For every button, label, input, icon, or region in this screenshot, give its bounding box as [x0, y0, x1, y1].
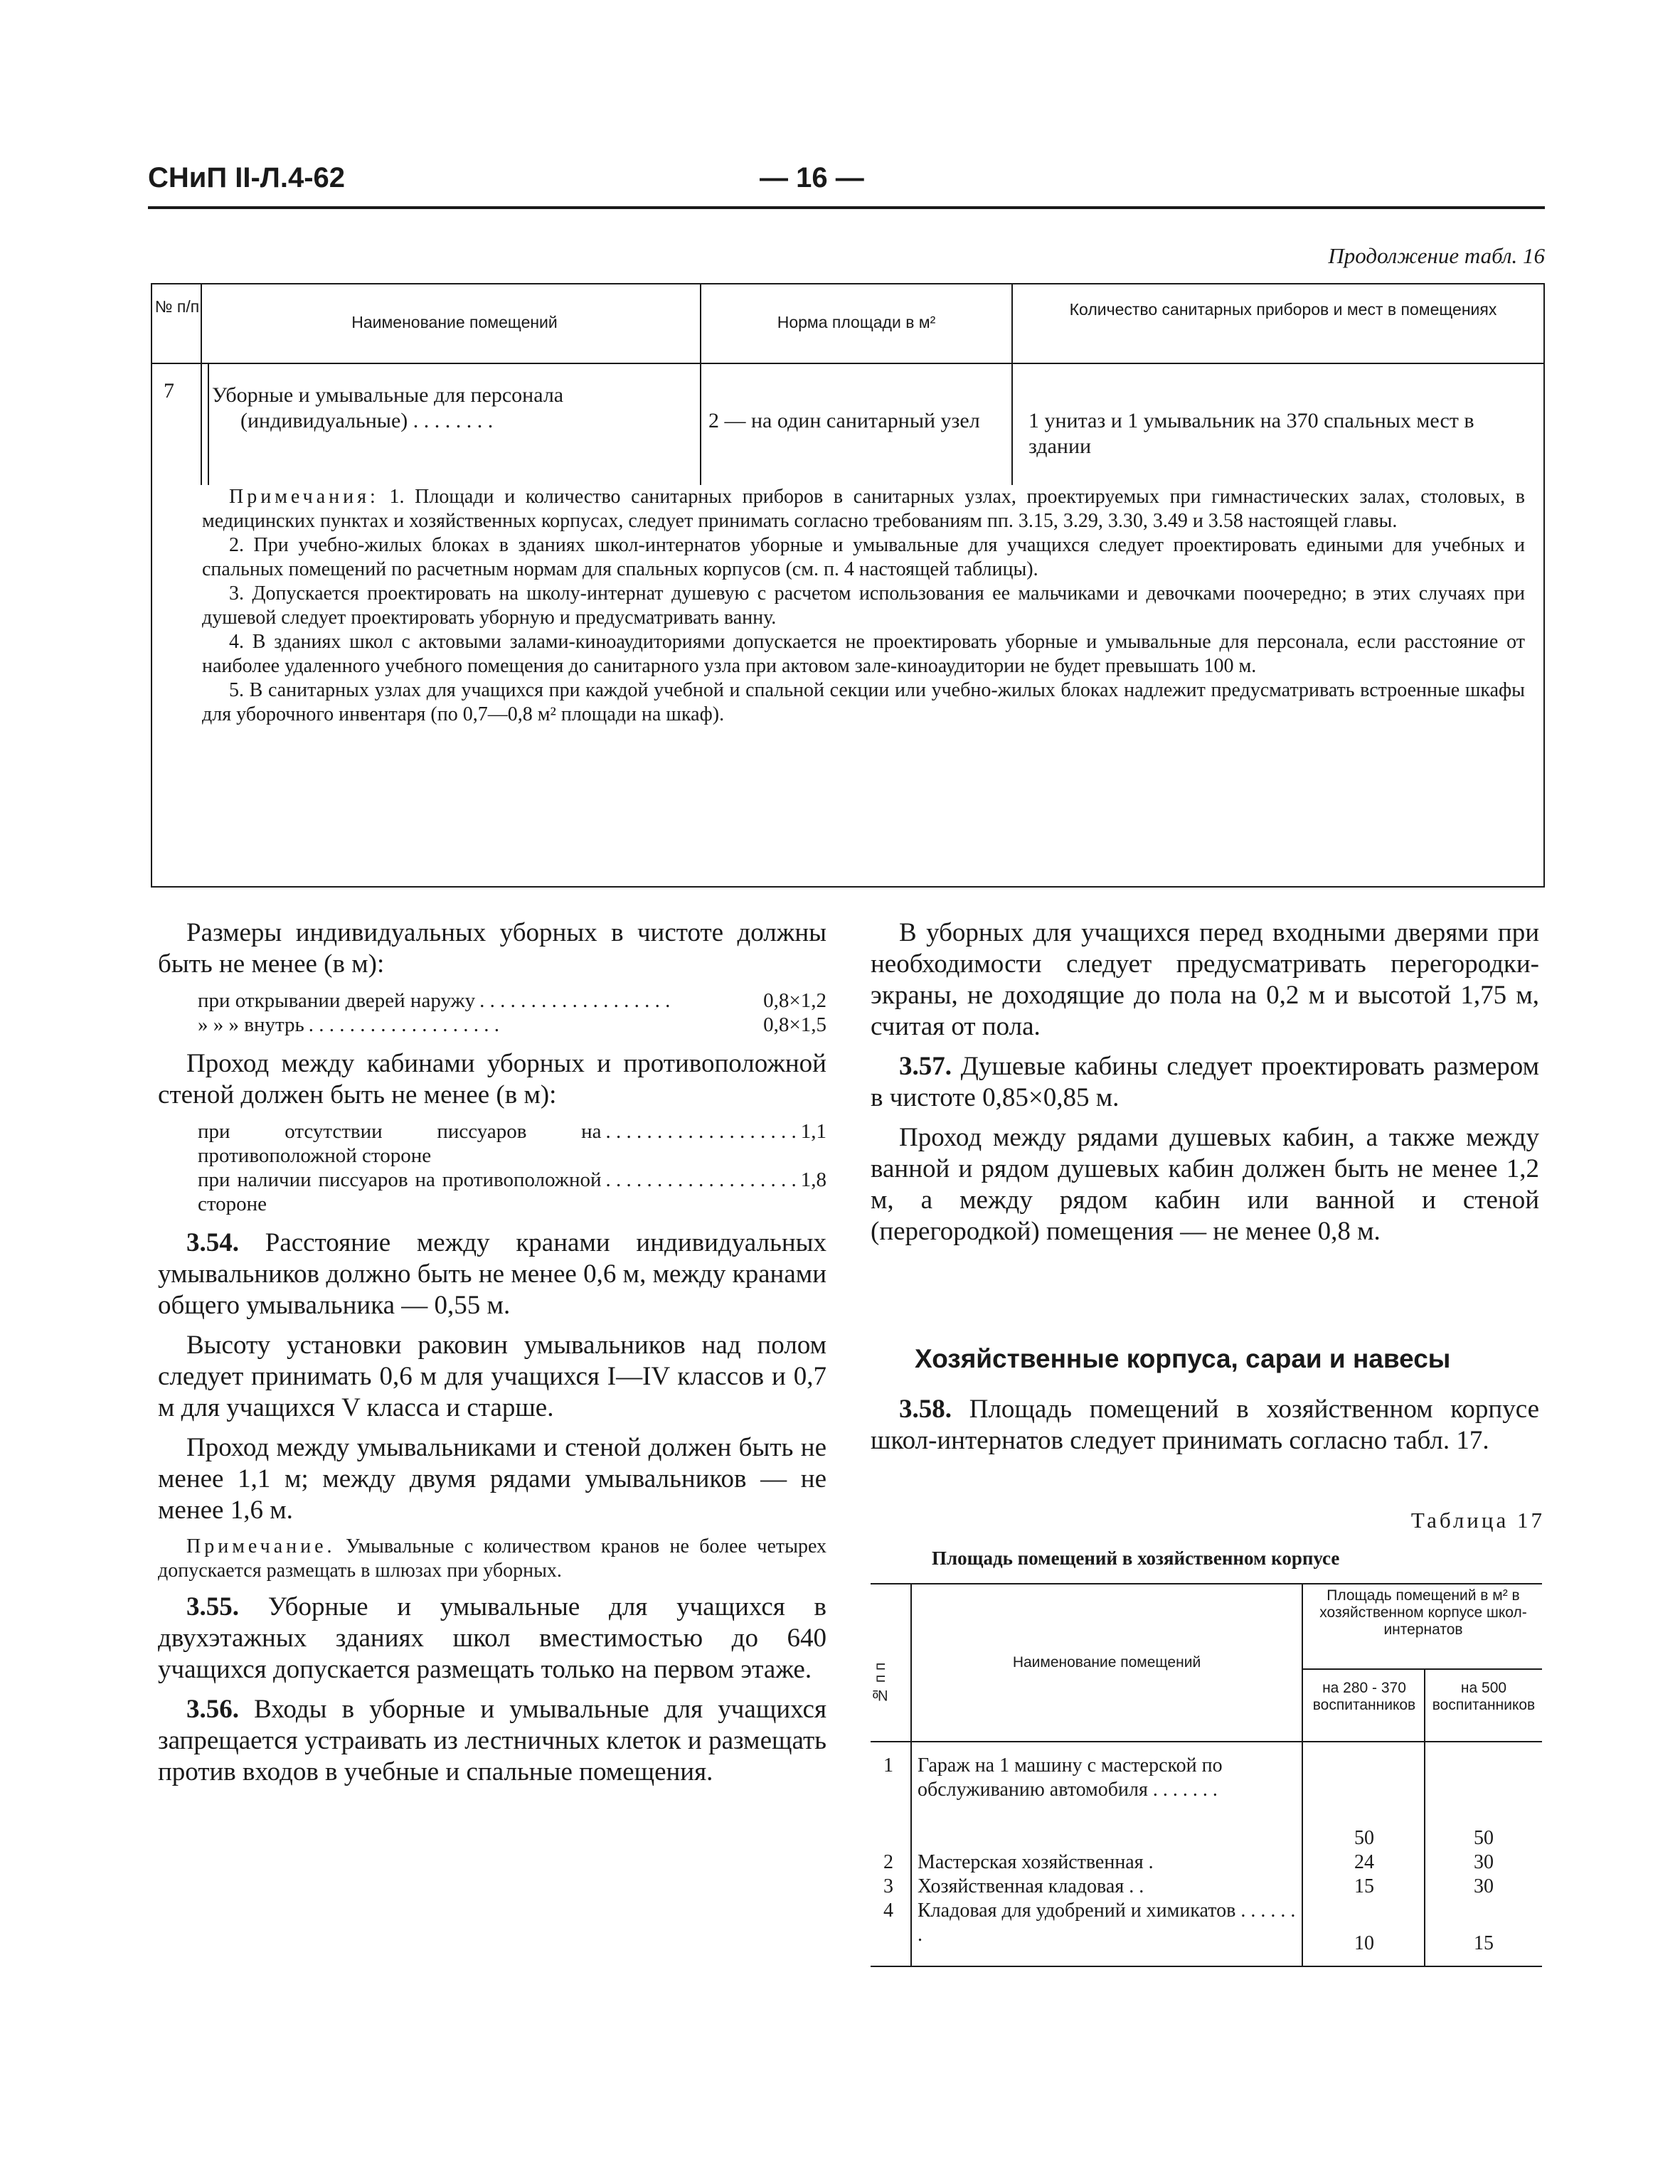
passage-paragraph: Проход между кабинами уборных и противоположной стеной должен быть не менее (в м):	[158, 1049, 826, 1109]
clause-number: 3.56.	[186, 1695, 239, 1724]
header-count: Количество санитарных приборов и мест в помещениях	[1069, 300, 1497, 319]
note-1: 1. Площади и количество санитарных приборов в санитарных узлах, проектируемых при гимнастических залах, столовых, в медицинских пунктах и хозяйственных корпусах, следует принимать согласно требованиям пп. 3.15, 3.29, 3.30, 3.49 и 3.58 настоящей главы.	[202, 486, 1526, 532]
section-heading: Хозяйственные корпуса, сараи и навесы	[915, 1344, 1451, 1373]
row-num: 3	[883, 1875, 893, 1897]
row-num: 2	[883, 1851, 893, 1873]
table-17-caption: Таблица 17	[1410, 1508, 1545, 1533]
notes-label: Примечания:	[229, 486, 379, 508]
note-text: Умывальные с количеством кранов не более четырех допускается размещать в шлюзах при уборных.	[158, 1535, 827, 1582]
row-value-a: 15	[1354, 1875, 1374, 1897]
page-header	[148, 162, 1545, 205]
page-number: — 16 —	[760, 162, 864, 193]
paragraph: В уборных для учащихся перед входными дверями при необходимости следует предусматривать перегородки-экраны, не доходящие до пола на 0,2 м и высотой 1,75 м, считая от пола.	[871, 918, 1539, 1041]
row-num: 7	[164, 379, 174, 403]
clause-text: Расстояние между кранами индивидуальных умывальников должно быть не менее 0,6 м, между кранами общего умывальника — 0,55 м.	[158, 1228, 826, 1320]
table-divider	[208, 364, 209, 485]
header-name: Наименование помещений	[351, 313, 558, 331]
row-value-a: 50	[1354, 1827, 1374, 1849]
header-name: Наименование помещений	[1012, 1654, 1201, 1671]
header-rule	[148, 206, 1545, 209]
table-divider	[910, 1583, 912, 1966]
clause-number: 3.55.	[186, 1592, 239, 1621]
paragraph: Высоту установки раковин умывальников над полом следует принимать 0,6 м для учащихся I—IV классов и 0,7 м для учащихся V класса и старше.	[158, 1331, 826, 1422]
table-divider	[1424, 1668, 1425, 1966]
toilet-size-paragraph: Размеры индивидуальных уборных в чистоте должны быть не менее (в м):	[158, 918, 826, 979]
row-value-b: 15	[1474, 1932, 1494, 1954]
list-item: при открывании дверей наружу . . . . . . . . . . . . . . . . . . . 0,8×1,2	[198, 989, 826, 1012]
table-continuation-label: Продолжение табл. 16	[1328, 243, 1545, 268]
row-value-b: 50	[1474, 1827, 1494, 1849]
paragraph: Проход между рядами душевых кабин, а также между ванной и рядом душевых кабин должен быть не менее 1,2 м, а между рядом кабин или ванной и стеной (перегородкой) помещения — не менее 0,8 м.	[871, 1123, 1539, 1246]
row-norm: 2 — на один санитарный узел	[708, 409, 980, 432]
header-area-a: на 280 - 370 воспитанников	[1312, 1680, 1416, 1713]
note-3: 3. Допускается проектировать на школу-интернат душевую с расчетом использования ее мальчиками и девочками поочередно; в этих случаях при душевой следует проектировать уборную и предусматривать ванну.	[202, 582, 1525, 629]
table-divider	[1303, 1668, 1542, 1670]
header-num: № п/п	[154, 297, 200, 316]
list-item: при наличии писсуаров на противоположной стороне . . . . . . . . . . . . . . . . . . . 1,8	[198, 1168, 826, 1215]
right-column	[871, 917, 1539, 1256]
row-name-line2: (индивидуальные) . . . . . . . .	[240, 409, 494, 432]
note-label: Примечание.	[186, 1535, 336, 1557]
table-divider	[201, 284, 202, 485]
row-name	[212, 383, 696, 434]
row-name-line1: Уборные и умывальные для персонала	[212, 383, 564, 407]
list-item: при отсутствии писсуаров на противоположной стороне . . . . . . . . . . . . . . . . . . . 1,1	[198, 1120, 826, 1167]
clause-text: Душевые кабины следует проектировать размером в чистоте 0,85×0,85 м.	[871, 1052, 1539, 1112]
row-name: Мастерская хозяйственная .	[918, 1851, 1154, 1873]
table-17	[871, 1583, 1543, 1967]
note-5: 5. В санитарных узлах для учащихся при каждой учебной и спальной секции или учебно-жилых блоках надлежит предусматривать встроенные шкафы для уборочного инвентаря (по 0,7—0,8 м² площади на шкаф).	[202, 679, 1525, 725]
row-name: Хозяйственная кладовая . .	[918, 1875, 1144, 1897]
row-count: 1 унитаз и 1 умывальник на 370 спальных мест в здании	[1028, 409, 1474, 458]
header-area-b: на 500 воспитанников	[1432, 1680, 1536, 1713]
row-name: Кладовая для удобрений и химикатов . . . . . . .	[918, 1900, 1296, 1946]
clause-number: 3.54.	[186, 1228, 239, 1257]
row-value-b: 30	[1474, 1851, 1494, 1873]
table-divider	[1011, 284, 1013, 485]
row-name: Гараж на 1 машину с мастерской по обслуживанию автомобиля . . . . . . .	[918, 1754, 1223, 1801]
row-num: 4	[883, 1900, 893, 1922]
document-code: СНиП II-Л.4-62	[148, 162, 346, 193]
row-value-b: 30	[1474, 1875, 1494, 1897]
table-divider	[871, 1741, 1542, 1742]
row-value-a: 24	[1354, 1851, 1374, 1873]
right-column-lower	[871, 1394, 1539, 1465]
clause-number: 3.57.	[899, 1052, 952, 1081]
clause-text: Входы в уборные и умывальные для учащихся запрещается устраивать из лестничных клеток и размещать против входов в учебные и спальные помещения.	[158, 1695, 826, 1786]
clause-number: 3.58.	[899, 1395, 952, 1424]
left-column	[158, 917, 826, 1796]
table-17-title: Площадь помещений в хозяйственном корпусе	[932, 1548, 1340, 1569]
clause-text: Площадь помещений в хозяйственном корпусе школ-интернатов следует принимать согласно табл. 17.	[871, 1395, 1539, 1455]
clause-text: Уборные и умывальные для учащихся в двухэтажных зданиях школ вместимостью до 640 учащихся допускается размещать только на первом этаже.	[158, 1592, 826, 1684]
table-divider	[152, 363, 1543, 364]
table-divider	[1302, 1583, 1303, 1966]
table-notes	[202, 485, 1525, 727]
paragraph: Проход между умывальниками и стеной должен быть не менее 1,1 м; между двумя рядами умывальников — не менее 1,6 м.	[158, 1433, 826, 1525]
table-16	[151, 283, 1545, 888]
table-divider	[871, 1966, 1542, 1967]
header-norm: Норма площади в м²	[777, 313, 936, 331]
header-num: № п п	[872, 1662, 888, 1703]
note-2: 2. При учебно-жилых блоках в зданиях школ-интернатов уборные и умывальные для учащихся следует проектировать едиными для учебных и спальных помещений по расчетным нормам для спальных корпусов (см. п. 4 настоящей таблицы).	[202, 534, 1525, 580]
note-4: 4. В зданиях школ с актовыми залами-киноаудиториями допускается не проектировать уборные и умывальные для персонала, если расстояние от наиболее удаленного учебного помещения до санитарного узла при актовом зале-киноаудитории не будет превышать 100 м.	[202, 631, 1525, 677]
row-value-a: 10	[1354, 1932, 1374, 1954]
list-item: » » » внутрь . . . . . . . . . . . . . . . . . . . 0,8×1,5	[198, 1013, 826, 1036]
header-area: Площадь помещений в м² в хозяйственном корпусе школ-интернатов	[1319, 1587, 1527, 1638]
table-divider	[871, 1583, 1542, 1584]
row-num: 1	[883, 1754, 893, 1777]
